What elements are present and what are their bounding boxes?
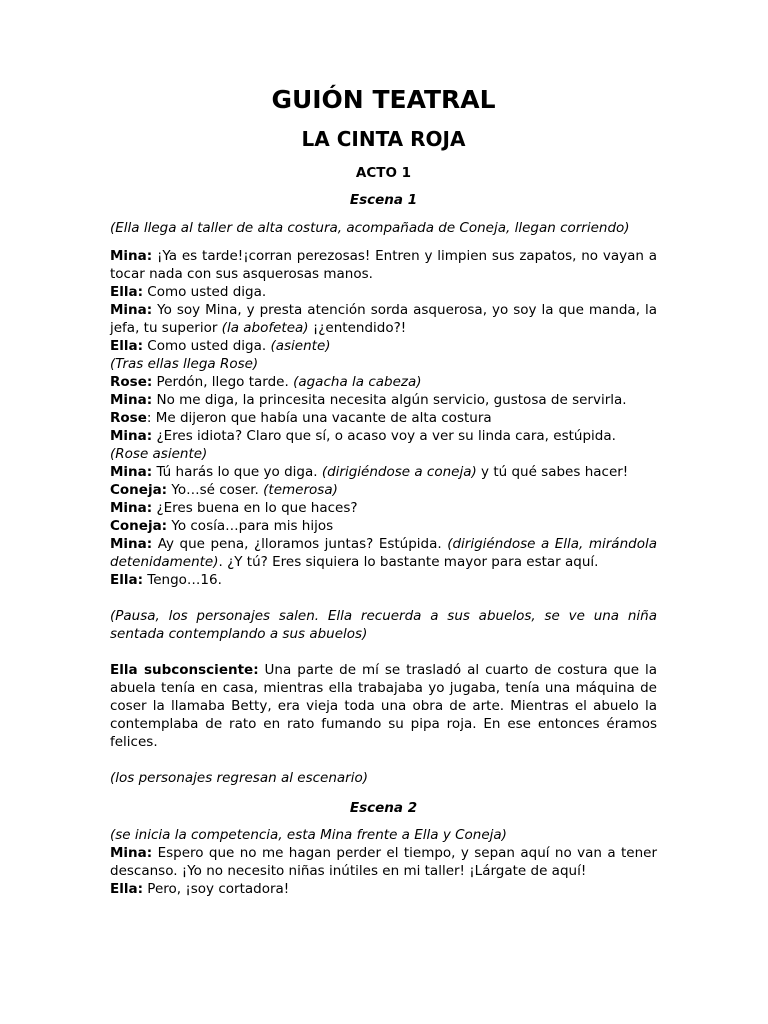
line-text: ¡¿entendido?!	[308, 320, 407, 336]
dialogue-line	[110, 481, 657, 499]
dialogue-line	[110, 517, 657, 535]
speaker: Coneja:	[110, 518, 168, 534]
stage-direction: (dirigiéndose a coneja)	[321, 464, 477, 480]
document-title: GUIÓN TEATRAL	[271, 85, 496, 114]
dialogue-line	[110, 463, 657, 481]
line-text: : Me dijeron que había una vacante de alta costura	[146, 410, 492, 426]
line-text: Yo cosía…para mis hijos	[167, 518, 334, 534]
stage-direction: (agacha la cabeza)	[293, 374, 422, 390]
dialogue-line	[110, 283, 657, 301]
scene-1-heading: Escena 1	[349, 192, 418, 208]
dialogue-line	[110, 247, 657, 283]
dialogue-line	[110, 409, 657, 427]
dialogue-line	[110, 391, 657, 409]
dialogue-line	[110, 880, 657, 898]
line-text: . ¿Y tú? Eres siquiera lo bastante mayor para estar aquí.	[218, 554, 599, 570]
speaker: Mina:	[110, 845, 153, 861]
play-title: LA CINTA ROJA	[301, 127, 466, 151]
line-text: No me diga, la princesita necesita algún servicio, gustosa de servirla.	[152, 392, 627, 408]
speaker: Ella:	[110, 881, 143, 897]
speaker: Rose	[110, 410, 147, 426]
speaker: Rose:	[110, 374, 153, 390]
closing-direction: (los personajes regresan al escenario)	[110, 770, 369, 786]
line-text: Espero que no me hagan perder el tiempo, y sepan aquí no van a tener descanso. ¡Yo no necesito niñas inútiles en mi taller! ¡Lárgate de aquí!	[110, 845, 657, 879]
dialogue-line	[110, 571, 657, 589]
line-text: y tú qué sabes hacer!	[476, 464, 629, 480]
dialogue-line	[110, 301, 657, 337]
speaker: Mina:	[110, 248, 153, 264]
scene-2-heading: Escena 2	[349, 800, 418, 816]
dialogue-line	[110, 337, 657, 355]
stage-direction: (temerosa)	[263, 482, 338, 498]
speaker: Mina:	[110, 302, 153, 318]
speaker: Mina:	[110, 392, 153, 408]
stage-direction: (la abofetea)	[221, 320, 309, 336]
stage-direction: (dirigiéndose a Ella, mirándola detenidamente)	[110, 536, 657, 570]
dialogue-line	[110, 373, 657, 391]
line-text: Pero, ¡soy cortadora!	[143, 881, 290, 897]
line-text: Tú harás lo que yo diga.	[152, 464, 322, 480]
speaker: Ella:	[110, 338, 143, 354]
line-text: Una parte de mí se trasladó al cuarto de costura que la abuela tenía en casa, mientras ella trabajaba yo jugaba, tenía una máquina de coser la llamaba Betty, era vieja toda una obra de arte. Mientras el abuelo la contemplaba de rato en rato fumando su pipa roja. En ese entonces éramos felices.	[110, 662, 657, 750]
dialogue-line	[110, 535, 657, 571]
line-text: Ay que pena, ¿lloramos juntas? Estúpida.	[152, 536, 448, 552]
scene-1-opening-direction: (Ella llega al taller de alta costura, acompañada de Coneja, llegan corriendo)	[110, 220, 630, 236]
line-text: ¡Ya es tarde!¡corran perezosas! Entren y limpien sus zapatos, no vayan a tocar nada con sus asquerosas manos.	[110, 248, 657, 282]
speaker: Coneja:	[110, 482, 168, 498]
speaker: Mina:	[110, 464, 153, 480]
stage-direction: (Rose asiente)	[110, 446, 208, 462]
dialogue-line	[110, 499, 657, 517]
line-text: Perdón, llego tarde.	[152, 374, 294, 390]
stage-direction: (Tras ellas llega Rose)	[110, 356, 259, 372]
scene-2-opening-direction: (se inicia la competencia, esta Mina frente a Ella y Coneja)	[110, 827, 507, 843]
speaker: Ella:	[110, 572, 143, 588]
dialogue-line	[110, 427, 657, 445]
line-text: Yo soy Mina, y presta atención sorda asquerosa, yo soy la que manda, la jefa, tu superior	[110, 302, 657, 336]
speaker: Mina:	[110, 536, 153, 552]
speaker: Mina:	[110, 500, 153, 516]
line-text: ¿Eres buena en lo que haces?	[152, 500, 358, 516]
scene-1-dialogue	[110, 247, 657, 589]
line-text: Como usted diga.	[143, 338, 271, 354]
speaker: Mina:	[110, 428, 153, 444]
act-heading: ACTO 1	[355, 165, 412, 181]
line-text: ¿Eres idiota? Claro que sí, o acaso voy a ver su linda cara, estúpida.	[152, 428, 616, 444]
stage-direction: (asiente)	[270, 338, 331, 354]
speaker: Ella subconsciente:	[110, 662, 259, 678]
speaker: Ella:	[110, 284, 143, 300]
line-text: Tengo…16.	[143, 572, 222, 588]
line-text: Como usted diga.	[143, 284, 267, 300]
dialogue-line	[110, 844, 657, 880]
script-page	[110, 84, 657, 898]
line-text: Yo…sé coser.	[167, 482, 264, 498]
subconscious-monologue	[110, 661, 657, 751]
pause-direction: (Pausa, los personajes salen. Ella recuerda a sus abuelos, se ve una niña sentada contemplando a sus abuelos)	[110, 608, 657, 642]
